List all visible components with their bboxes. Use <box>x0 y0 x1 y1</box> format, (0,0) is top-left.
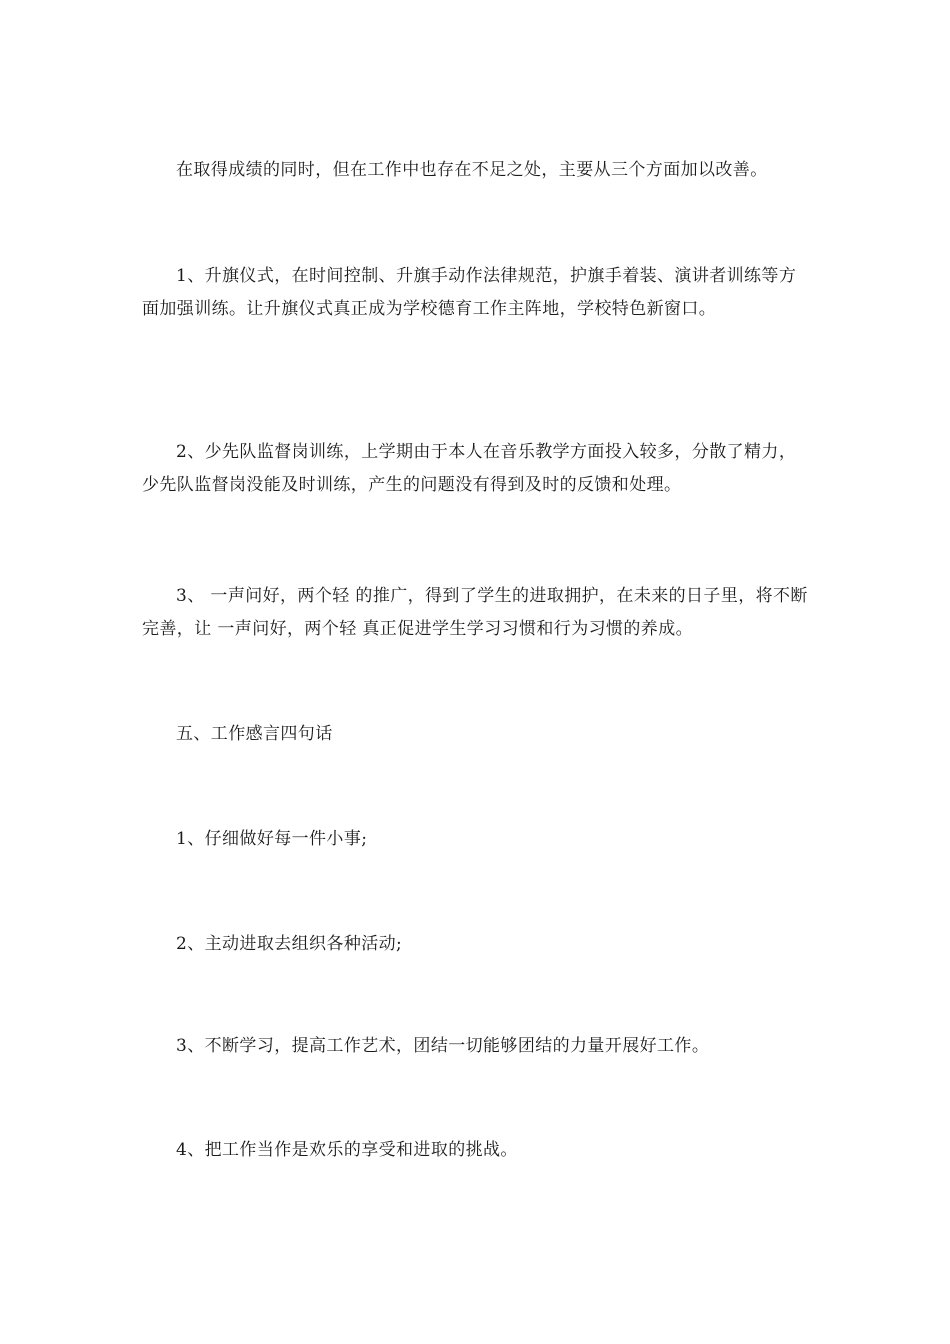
saying-item-3: 3、不断学习，提高工作艺术，团结一切能够团结的力量开展好工作。 <box>176 1036 710 1056</box>
improvement-item-3: 3、 一声问好，两个轻 的推广，得到了学生的进取拥护，在未来的日子里，将不断完善，让 一声问好，两个轻 真正促进学生学习习惯和行为习惯的养成。 <box>142 586 808 639</box>
saying-item-2: 2、主动进取去组织各种活动; <box>176 934 403 954</box>
improvement-item-2: 2、少先队监督岗训练，上学期由于本人在音乐教学方面投入较多，分散了精力，少先队监督岗没能及时训练，产生的问题没有得到及时的反馈和处理。 <box>142 442 797 495</box>
section-heading: 五、工作感言四句话 <box>176 724 333 744</box>
saying-item-4: 4、把工作当作是欢乐的享受和进取的挑战。 <box>176 1140 518 1160</box>
improvement-item-1: 1、升旗仪式，在时间控制、升旗手动作法律规范，护旗手着装、演讲者训练等方面加强训练。让升旗仪式真正成为学校德育工作主阵地，学校特色新窗口。 <box>142 266 797 319</box>
saying-item-1: 1、仔细做好每一件小事; <box>176 829 368 849</box>
intro-paragraph: 在取得成绩的同时，但在工作中也存在不足之处，主要从三个方面加以改善。 <box>176 160 768 180</box>
